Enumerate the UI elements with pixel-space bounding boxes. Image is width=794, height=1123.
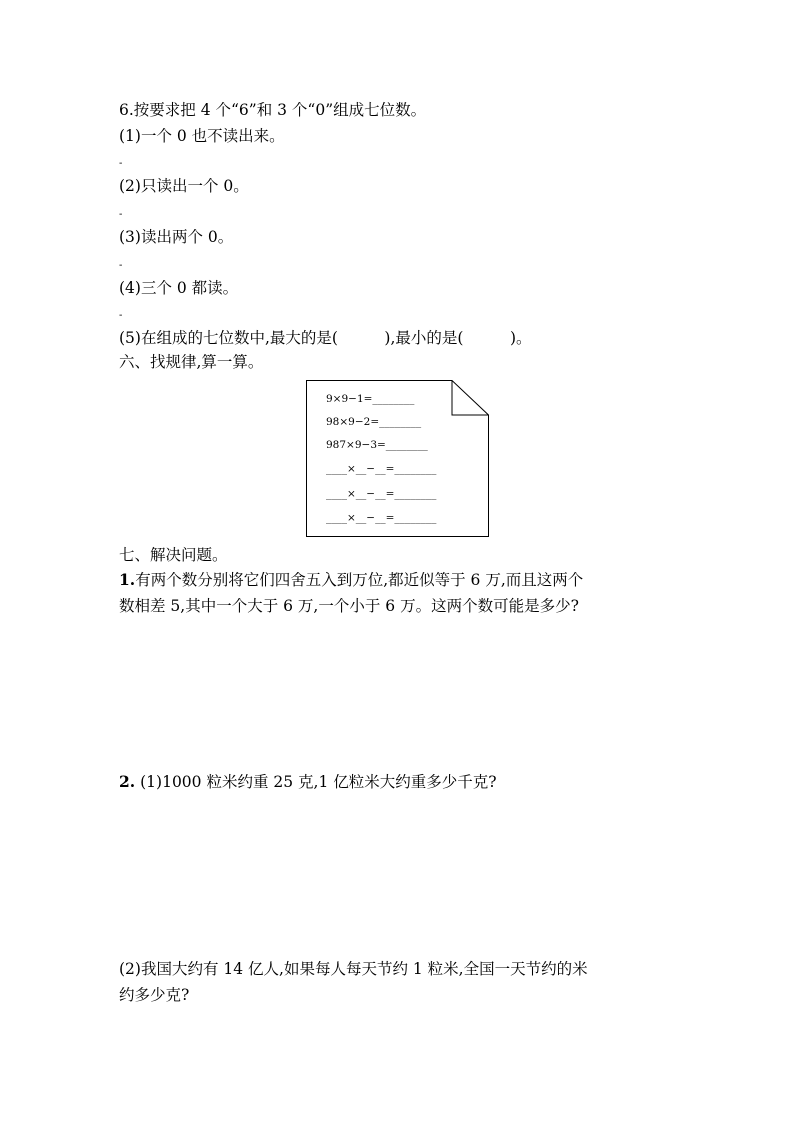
answer-blank-dash: -	[119, 260, 123, 271]
q6-sub1: (1)一个 0 也不读出来。	[119, 127, 285, 145]
q6-sub4: (4)三个 0 都读。	[119, 279, 239, 297]
problem1-line1	[119, 570, 583, 590]
problem2-text: (1)1000 粒米约重 25 克,1 亿粒米大约重多少千克?	[140, 773, 497, 791]
problem1-number: 1.	[119, 570, 136, 589]
q6-sub3: (3)读出两个 0。	[119, 228, 234, 246]
problem2b-line1: (2)我国大约有 14 亿人,如果每人每天节约 1 粒米,全国一天节约的米	[119, 960, 588, 978]
problem1-line2: 数相差 5,其中一个大于 6 万,一个小于 6 万。这两个数可能是多少?	[119, 597, 579, 615]
problem1-text: 有两个数分别将它们四舍五入到万位,都近似等于 6 万,而且这两个	[135, 571, 584, 589]
card-line: ____×__−__=________	[326, 512, 437, 524]
q6-sub2: (2)只读出一个 0。	[119, 177, 249, 195]
q6-title: 6.按要求把 4 个“6”和 3 个“0”组成七位数。	[119, 101, 427, 119]
q6-sub5: (5)在组成的七位数中,最大的是( ),最小的是( )。	[119, 329, 532, 347]
section6-title: 六、找规律,算一算。	[119, 353, 264, 371]
answer-blank-dash: -	[119, 158, 123, 169]
problem2-number: 2.	[119, 772, 136, 791]
answer-blank-dash: -	[119, 209, 123, 220]
card-line: 9×9−1=________	[326, 393, 415, 405]
card-line: ____×__−__=________	[326, 463, 437, 475]
answer-blank-dash: -	[119, 310, 123, 321]
problem2-line1	[119, 772, 497, 792]
pattern-note-card	[306, 380, 489, 537]
section7-title: 七、解决问题。	[119, 546, 228, 564]
problem2b-line2: 约多少克?	[119, 986, 190, 1004]
card-line: ____×__−__=________	[326, 488, 437, 500]
card-line: 98×9−2=________	[326, 416, 422, 428]
card-line: 987×9−3=________	[326, 439, 428, 451]
